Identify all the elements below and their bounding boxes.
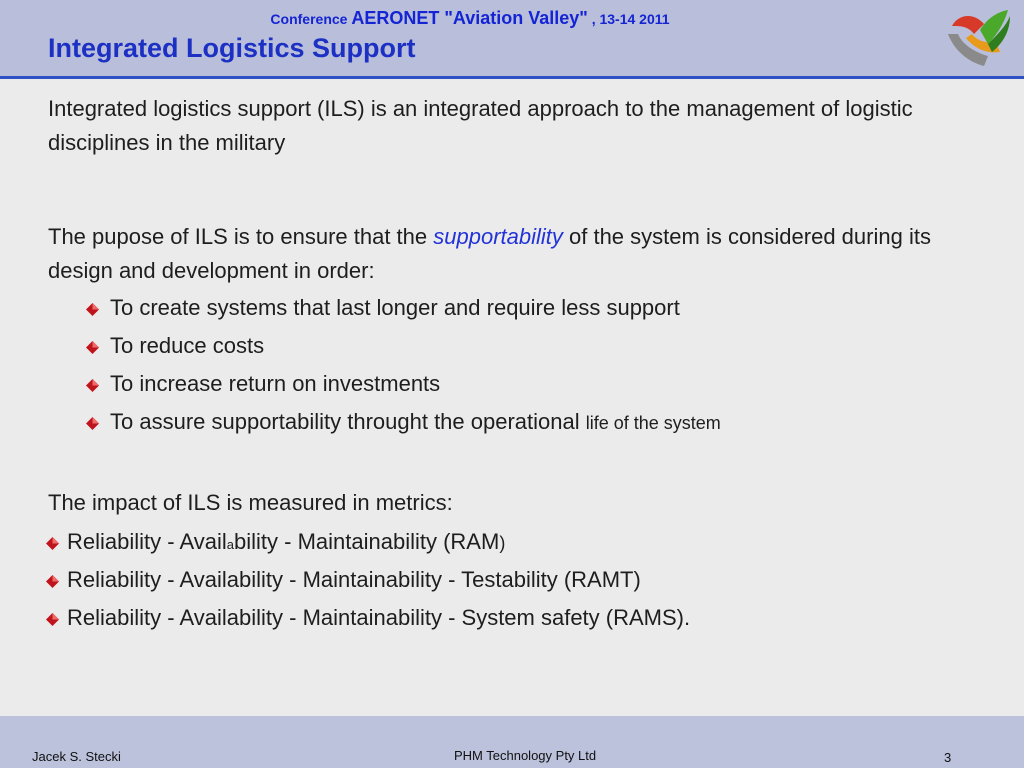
metric-item-rams [46,604,690,632]
red-gem-bullet-icon [46,613,59,626]
purpose-text-end: of the system is considered during its design and development in order: [48,224,931,283]
red-gem-bullet-icon [46,537,59,550]
metric-ram-part-d: ) [499,533,506,553]
footer-page-number: 3 [944,750,952,765]
red-gem-bullet-icon [86,303,99,316]
goal-label: To reduce costs [110,333,265,358]
conference-name: AERONET "Aviation Valley" [351,8,588,28]
purpose-paragraph [48,220,984,288]
red-gem-bullet-icon [46,575,59,588]
conference-separator: , [587,11,600,27]
metric-item-ramt [46,566,641,594]
red-gem-bullet-icon [86,417,99,430]
goal-label: To assure supportability throught the operational [110,409,586,434]
goal-item-3 [86,370,440,398]
red-gem-bullet-icon [86,341,99,354]
footer-company: PHM Technology Pty Ltd [454,748,597,763]
footer-author: Jacek S. Stecki [32,749,121,764]
metric-rams-label: Reliability - Availability - Maintainability - System safety (RAMS). [67,605,691,630]
slide-body [0,79,1024,716]
metric-item-ram [46,528,505,559]
metric-ram-part-b: a [226,537,235,552]
metric-ram-part-c: bility - Maintainability (RAM [234,529,500,554]
goal-item-1 [86,294,680,322]
conference-prefix: Conference [270,11,348,27]
slide-header [0,0,1024,79]
goal-item-2 [86,332,264,360]
metrics-intro: The impact of ILS is measured in metrics: [48,490,453,515]
goal-label-small: life of the system [585,413,721,433]
slide-title: Integrated Logistics Support [48,33,416,63]
slide-footer [0,716,1024,768]
goal-label: To increase return on investments [110,371,441,396]
red-gem-bullet-icon [86,379,99,392]
goal-item-4 [86,408,721,437]
conference-line [0,8,940,29]
metric-ram-part-a: Reliability - Avail [67,529,227,554]
metric-ramt-label: Reliability - Availability - Maintainability - Testability (RAMT) [67,567,641,592]
purpose-text-start: The pupose of ILS is to ensure that the [48,224,434,249]
supportability-emphasis: supportability [433,224,563,249]
conference-logo-icon [944,4,1014,72]
goal-label: To create systems that last longer and require less support [110,295,680,320]
conference-date: 13-14 2011 [599,11,670,27]
intro-paragraph: Integrated logistics support (ILS) is an integrated approach to the management of logistic disciplines in the military [48,96,913,155]
